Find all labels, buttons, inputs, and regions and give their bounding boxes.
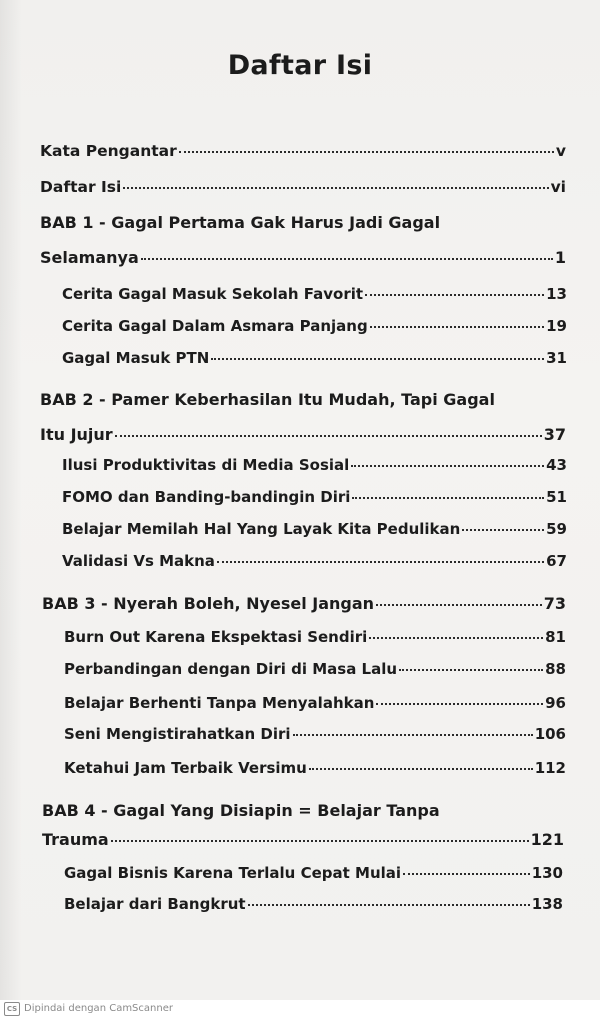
toc-entry-3-1: Burn Out Karena Ekspektasi Sendiri 81	[64, 628, 566, 646]
leader-dots	[369, 635, 543, 639]
toc-entry-kata-pengantar: Kata Pengantar v	[40, 142, 566, 160]
toc-chapter-1-title: BAB 1 - Gagal Pertama Gak Harus Jadi Gagal	[40, 213, 441, 232]
toc-chapter-1: Selamanya 1	[40, 248, 566, 267]
leader-dots	[115, 433, 542, 437]
leader-dots	[293, 732, 533, 736]
toc-entry-4-2: Belajar dari Bangkrut 138	[64, 895, 563, 913]
toc-entry-3-5: Ketahui Jam Terbaik Versimu 112	[64, 759, 566, 777]
toc-chapter-4-title: BAB 4 - Gagal Yang Disiapin = Belajar Tanpa	[42, 801, 440, 820]
leader-dots	[309, 766, 533, 770]
leader-dots	[351, 463, 544, 467]
leader-dots	[462, 527, 544, 531]
leader-dots	[365, 292, 544, 296]
toc-entry-daftar-isi: Daftar Isi vi	[40, 178, 566, 196]
toc-entry-4-1: Gagal Bisnis Karena Terlalu Cepat Mulai 130	[64, 864, 563, 882]
toc-entry-3-3: Belajar Berhenti Tanpa Menyalahkan 96	[64, 694, 566, 712]
leader-dots	[352, 495, 544, 499]
leader-dots	[217, 559, 544, 563]
toc-entry-2-2: FOMO dan Banding-bandingin Diri 51	[62, 488, 567, 506]
leader-dots	[370, 324, 544, 328]
toc-entry-3-4: Seni Mengistirahatkan Diri 106	[64, 725, 566, 743]
toc-entry-3-2: Perbandingan dengan Diri di Masa Lalu 88	[64, 660, 566, 678]
camscanner-logo-icon: CS	[4, 1002, 20, 1016]
leader-dots	[376, 701, 543, 705]
toc-chapter-4: Trauma 121	[42, 830, 564, 849]
toc-entry-1-3: Gagal Masuk PTN 31	[62, 349, 567, 367]
leader-dots	[111, 838, 529, 842]
leader-dots	[211, 356, 544, 360]
toc-chapter-3: BAB 3 - Nyerah Boleh, Nyesel Jangan 73	[42, 594, 566, 613]
toc-entry-2-1: Ilusi Produktivitas di Media Sosial 43	[62, 456, 567, 474]
leader-dots	[376, 602, 542, 606]
leader-dots	[123, 185, 548, 189]
leader-dots	[403, 871, 530, 875]
leader-dots	[141, 256, 553, 260]
toc-entry-2-3: Belajar Memilah Hal Yang Layak Kita Pedulikan 59	[62, 520, 567, 538]
leader-dots	[399, 667, 543, 671]
scanner-footer	[0, 1000, 600, 1017]
page-title: Daftar Isi	[227, 50, 373, 81]
toc-chapter-2: Itu Jujur 37	[40, 425, 566, 444]
leader-dots	[179, 149, 554, 153]
toc-entry-1-2: Cerita Gagal Dalam Asmara Panjang 19	[62, 317, 567, 335]
toc-chapter-2-title: BAB 2 - Pamer Keberhasilan Itu Mudah, Tapi Gagal	[40, 390, 495, 409]
leader-dots	[248, 902, 530, 906]
toc-entry-2-4: Validasi Vs Makna 67	[62, 552, 567, 570]
scanner-watermark-text: Dipindai dengan CamScanner	[24, 1003, 173, 1014]
toc-entry-1-1: Cerita Gagal Masuk Sekolah Favorit 13	[62, 285, 567, 303]
